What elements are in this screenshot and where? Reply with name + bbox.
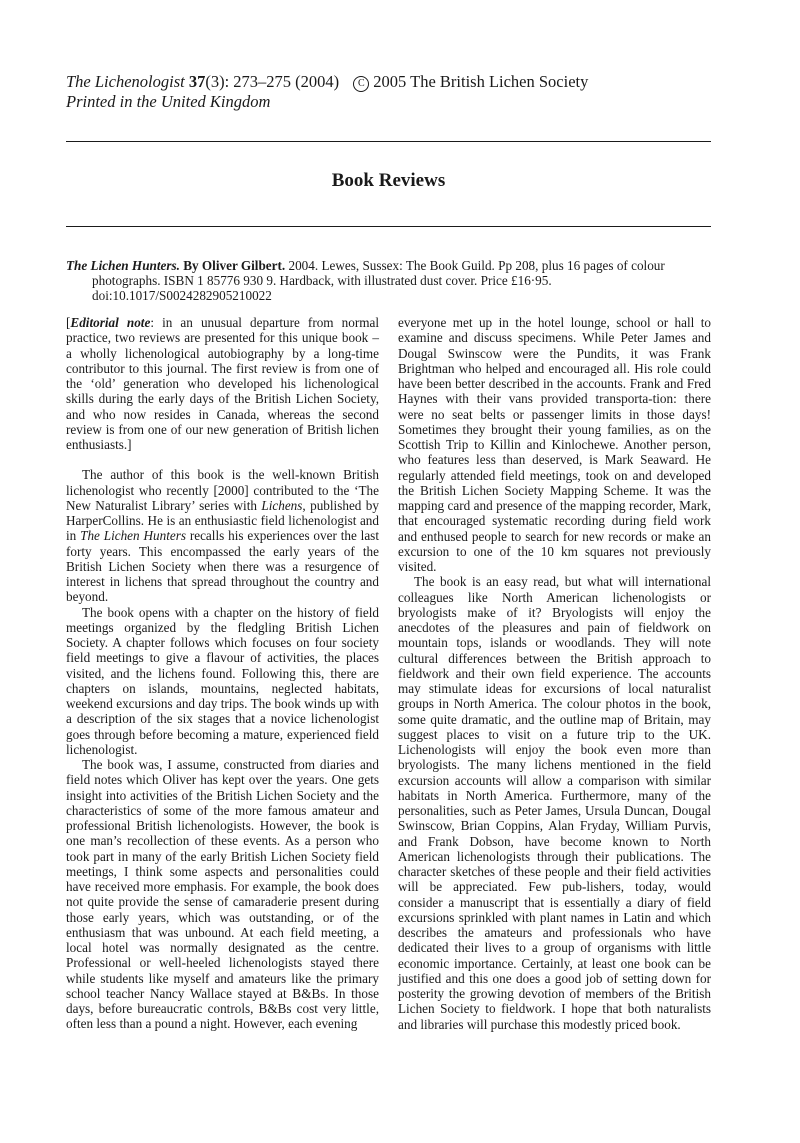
journal-volume: 37 xyxy=(188,72,206,91)
journal-line xyxy=(66,72,588,92)
top-divider xyxy=(66,141,711,142)
editorial-note xyxy=(66,315,379,452)
p1-book-lichens: Lichens xyxy=(261,497,303,513)
section-title: Book Reviews xyxy=(331,170,446,191)
editorial-note-label: Editorial note xyxy=(70,315,151,330)
running-header xyxy=(66,72,588,112)
paragraph-3-left: The book was, I assume, constructed from diaries and field notes which Oliver has kept over the years. One gets insight into activities of the British Lichen Society and the characteristics of some of the more famous amateur and professional British lichenologists. However, the book is one man’s recollection of these events. As a person who took part in many of the early British Lichen Society field meetings, I think some aspects and personalities could have received more emphasis. For example, the book does not quite provide the sense of camaraderie present during those early years, which was outstanding, or of the enthusiasm that was unbound. At each field meeting, a local hotel was normally designated as the centre. Professional or well-heeled lichenologists stayed there while students like myself and amateurs like the primary school teacher Nancy Wallace stayed at B&Bs. In those days, before bureaucratic controls, B&Bs cost very little, often less than a pound a night. However, each evening xyxy=(66,757,379,1032)
copyright xyxy=(353,72,588,91)
bottom-divider xyxy=(66,226,711,227)
book-title: The Lichen Hunters. xyxy=(66,258,180,273)
column-left xyxy=(66,315,379,1032)
column-right xyxy=(398,315,711,1032)
paragraph-2: The book opens with a chapter on the history of field meetings organized by the fledgling British Lichen Society. A chapter follows which focuses on four society field meetings to give a flavour of activities, the places visited, and the lichens found. Following this, there are chapters on islands, mountains, neglected habitats, weekend excursions and day trips. The book winds up with a description of the six stages that a novice lichenologist goes through before becoming a mature, experienced field lichenologist. xyxy=(66,604,379,757)
p1-text-c: recalls his experiences over the last forty years. This encompassed the early years of the British Lichen Society when there was a resurgence of interest in lichens that spread throughout the country and beyond. xyxy=(66,528,379,605)
bracket: [ xyxy=(66,315,71,330)
paragraph-1 xyxy=(66,467,379,604)
paragraph-4: The book is an easy read, but what will international colleagues like North American lichenologists or bryologists make of it? Bryologists will enjoy the anecdotes of the pleasures and pain of fieldwork on mountain tops, islands or woodlands. They will note cultural differences between the British approach to fieldwork and their own field experience. The accounts may stimulate ideas for excursions of local naturalist groups in North America. The colour photos in the book, some quite dramatic, and the outline map of Britain, may suggest places to visit on a future trip to the UK. Lichenologists will enjoy the book even more than bryologists. The many lichens mentioned in the field excursion accounts will allow a comparison with similar habitats in North America. Furthermore, many of the personalities, such as Peter James, Ursula Duncan, Dougal Swinscow, Brian Coppins, Alan Fryday, William Purvis, and Frank Dobson, have become known to North American lichenologists through their publications. The character sketches of these people and their field activities will be appreciated. Few pub-lishers, today, would consider a manuscript that is essentially a diary of field excursions sprinkled with plant names in Latin and which describes the amateurs and professionals who have dedicated their lives to a group of organisms with little economic importance. Certainly, at least one book can be justified and this one does a good job of setting down for posterity the growing devotion of members of the British Lichen Society to fieldwork. I hope that both naturalists and libraries will purchase this modestly priced book. xyxy=(398,574,711,1032)
journal-name: The Lichenologist xyxy=(66,72,185,91)
book-citation xyxy=(66,258,711,303)
printed-in: Printed in the United Kingdom xyxy=(66,92,271,111)
p1-text-b: , published by HarperCollins. He is an enthusiastic field lichenologist and in xyxy=(66,497,379,544)
book-details: 2004. Lewes, Sussex: The Book Guild. Pp 208, plus 16 pages of colour photographs. ISBN 1 85776 930 9. Hardback, with illustrated dust cover. Price £16·95. xyxy=(92,258,665,288)
citation-text xyxy=(66,258,711,303)
book-author: By Oliver Gilbert. xyxy=(183,258,286,273)
p1-text-a: The author of this book is the well-known British lichenologist who recently [2000] contributed to the ‘The New Naturalist Library’ series with xyxy=(66,467,379,513)
copyright-icon: C xyxy=(353,76,369,92)
editorial-note-text: : in an unusual departure from normal practice, two reviews are presented for this unique book – a wholly lichenological autobiography by a long-time contributor to this journal. The first review is from one of the ‘old’ generation who developed his lichenological skills during the early days of the British Lichen Society, and who now resides in Canada, whereas the second review is from one of our new generation of British lichen enthusiasts.] xyxy=(66,315,380,452)
paragraph-3-right: everyone met up in the hotel lounge, school or hall to examine and discuss specimens. While Peter James and Dougal Swinscow were the Pundits, it was Frank Brightman who helped and encouraged all. His role could have been better described in the accounts. Frank and Fred Haynes with their vans provided transporta-tion: there were no seat belts or passenger limits in those days! Sometimes they brought their young families, as on the Scottish Trip to Killin and Kinlochewe. Another person, who features less than deserved, is Mark Seaward. He regularly attended field meetings, took on and developed the British Lichen Society Mapping Scheme. It was the mapping card and presence of the mapping recorder, Mark, that encouraged systematic recording during field work and enthused people to search for new records or make an excursion to one of the 10 km squares not previously visited. xyxy=(398,315,711,574)
doi[interactable]: doi:10.1017/S0024282905210022 xyxy=(92,288,272,303)
p1-book-lichen-hunters: The Lichen Hunters xyxy=(80,528,186,544)
journal-issue-pages: (3): 273–275 (2004) xyxy=(205,72,340,91)
copyright-text: 2005 The British Lichen Society xyxy=(373,72,589,91)
